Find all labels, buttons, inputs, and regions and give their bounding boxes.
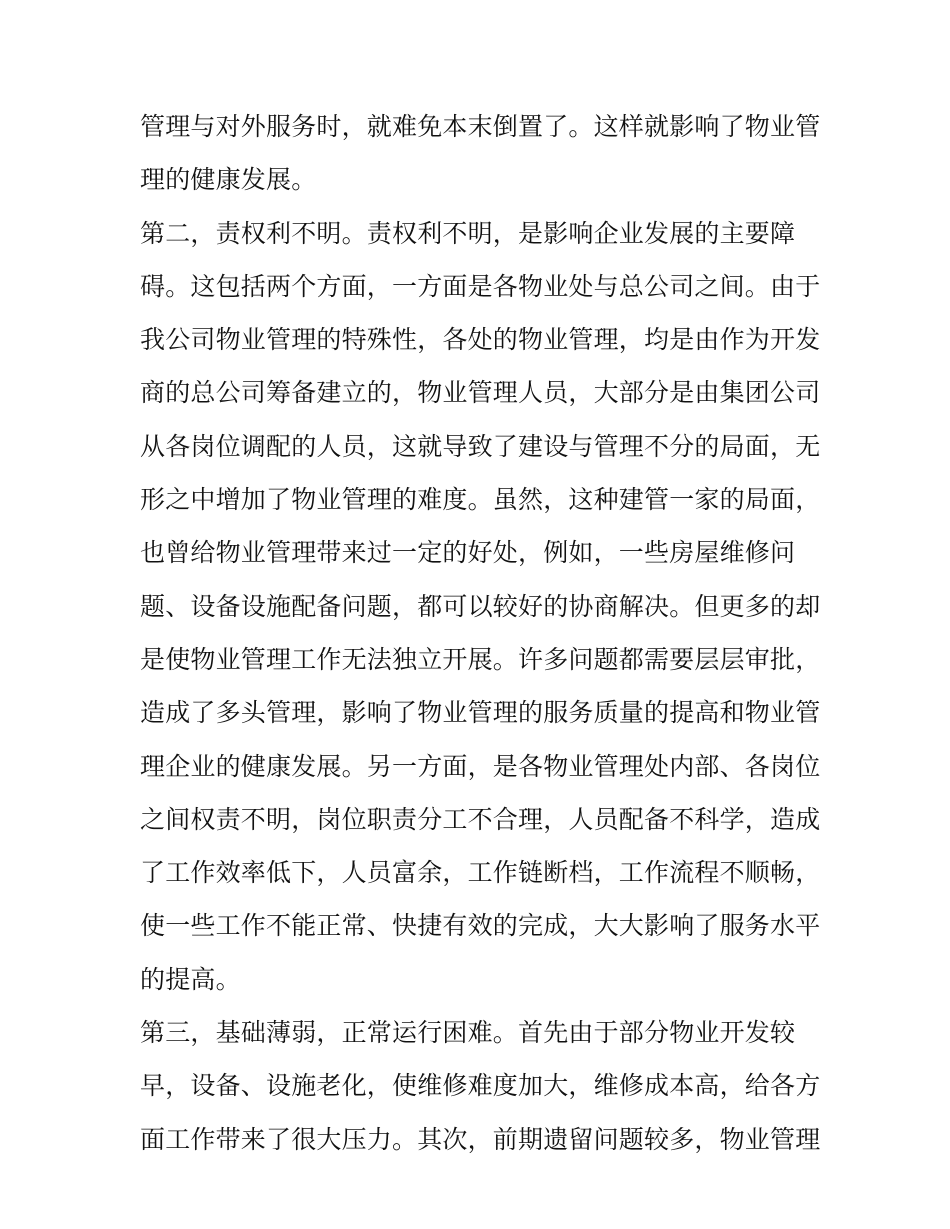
text-line: 我公司物业管理的特殊性，各处的物业管理，均是由作为开发 <box>140 325 821 355</box>
text-line: 从各岗位调配的人员，这就导致了建设与管理不分的局面，无 <box>140 431 821 461</box>
text-line: 第二，责权利不明。责权利不明，是影响企业发展的主要障 <box>140 218 796 248</box>
text-line: 使一些工作不能正常、快捷有效的完成，大大影响了服务水平 <box>140 911 821 941</box>
text-line: 理的健康发展。 <box>140 165 317 195</box>
text-line: 造成了多头管理，影响了物业管理的服务质量的提高和物业管 <box>140 698 821 728</box>
text-line: 商的总公司筹备建立的，物业管理人员，大部分是由集团公司 <box>140 378 821 408</box>
text-line: 早，设备、设施老化，使维修难度加大，维修成本高，给各方 <box>140 1071 821 1101</box>
text-line: 形之中增加了物业管理的难度。虽然，这种建管一家的局面， <box>140 485 821 515</box>
text-line: 也曾给物业管理带来过一定的好处，例如，一些房屋维修问 <box>140 538 796 568</box>
text-line: 之间权责不明，岗位职责分工不合理，人员配备不科学，造成 <box>140 804 821 834</box>
text-line: 第三，基础薄弱，正常运行困难。首先由于部分物业开发较 <box>140 1018 796 1048</box>
text-line: 题、设备设施配备问题，都可以较好的协商解决。但更多的却 <box>140 591 821 621</box>
text-line: 面工作带来了很大压力。其次，前期遗留问题较多，物业管理 <box>140 1124 821 1154</box>
text-line: 管理与对外服务时，就难免本末倒置了。这样就影响了物业管 <box>140 112 821 141</box>
text-line: 碍。这包括两个方面，一方面是各物业处与总公司之间。由于 <box>140 271 821 301</box>
text-line: 理企业的健康发展。另一方面，是各物业管理处内部、各岗位 <box>140 751 821 781</box>
text-line: 的提高。 <box>140 964 241 994</box>
body-text <box>140 100 820 1166</box>
text-line: 是使物业管理工作无法独立开展。许多问题都需要层层审批， <box>140 644 821 674</box>
text-line: 了工作效率低下，人员富余，工作链断档，工作流程不顺畅， <box>140 858 821 888</box>
